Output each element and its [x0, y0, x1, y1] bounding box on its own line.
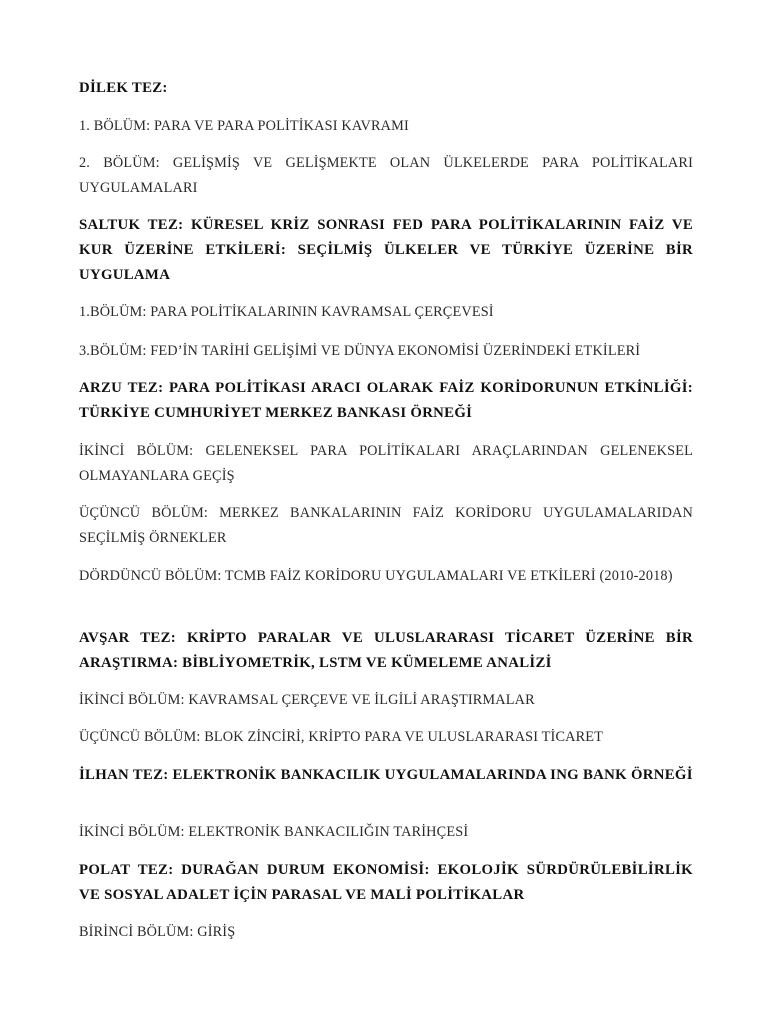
thesis-heading-ilhan: İLHAN TEZ: ELEKTRONİK BANKACILIK UYGULAMALARINDA ING BANK ÖRNEĞİ — [79, 767, 693, 783]
chapter-line: 3.BÖLÜM: FED’İN TARİHİ GELİŞİMİ VE DÜNYA EKONOMİSİ ÜZERİNDEKİ ETKİLERİ — [79, 343, 641, 359]
thesis-heading-polat: POLAT TEZ: DURAĞAN DURUM EKONOMİSİ: EKOLOJİK SÜRDÜRÜLEBİLİRLİK VE SOSYAL ADALET İÇİN PARASAL VE MALİ POLİTİKALAR — [79, 862, 693, 903]
chapter-line: İKİNCİ BÖLÜM: GELENEKSEL PARA POLİTİKALARI ARAÇLARINDAN GELENEKSEL OLMAYANLARA GEÇİŞ — [79, 443, 693, 484]
chapter-line: 1.BÖLÜM: PARA POLİTİKALARININ KAVRAMSAL ÇERÇEVESİ — [79, 304, 494, 320]
chapter-line: 2. BÖLÜM: GELİŞMİŞ VE GELİŞMEKTE OLAN ÜLKELERDE PARA POLİTİKALARI UYGULAMALARI — [79, 155, 693, 196]
chapter-line: İKİNCİ BÖLÜM: KAVRAMSAL ÇERÇEVE VE İLGİLİ ARAŞTIRMALAR — [79, 692, 535, 708]
chapter-line: İKİNCİ BÖLÜM: ELEKTRONİK BANKACILIĞIN TARİHÇESİ — [79, 824, 469, 840]
chapter-line: ÜÇÜNCÜ BÖLÜM: BLOK ZİNCİRİ, KRİPTO PARA VE ULUSLARARASI TİCARET — [79, 729, 604, 745]
chapter-line: DÖRDÜNCÜ BÖLÜM: TCMB FAİZ KORİDORU UYGULAMALARI VE ETKİLERİ (2010-2018) — [79, 568, 673, 584]
chapter-line: ÜÇÜNCÜ BÖLÜM: MERKEZ BANKALARININ FAİZ KORİDORU UYGULAMALARIDAN SEÇİLMİŞ ÖRNEKLER — [79, 505, 693, 546]
chapter-line: BİRİNCİ BÖLÜM: GİRİŞ — [79, 924, 236, 940]
thesis-heading-saltuk: SALTUK TEZ: KÜRESEL KRİZ SONRASI FED PARA POLİTİKALARININ FAİZ VE KUR ÜZERİNE ETKİLERİ: SEÇİLMİŞ ÜLKELER VE TÜRKİYE ÜZERİNE BİR UYGULAMA — [79, 217, 693, 283]
thesis-heading-avsar: AVŞAR TEZ: KRİPTO PARALAR VE ULUSLARARASI TİCARET ÜZERİNE BİR ARAŞTIRMA: BİBLİYOMETRİK, LSTM VE KÜMELEME ANALİZİ — [79, 630, 693, 671]
chapter-line: 1. BÖLÜM: PARA VE PARA POLİTİKASI KAVRAMI — [79, 118, 409, 134]
thesis-heading-arzu: ARZU TEZ: PARA POLİTİKASI ARACI OLARAK FAİZ KORİDORUNUN ETKİNLİĞİ: TÜRKİYE CUMHURİYET MERKEZ BANKASI ÖRNEĞİ — [79, 380, 693, 421]
thesis-heading-dilek: DİLEK TEZ: — [79, 80, 168, 96]
